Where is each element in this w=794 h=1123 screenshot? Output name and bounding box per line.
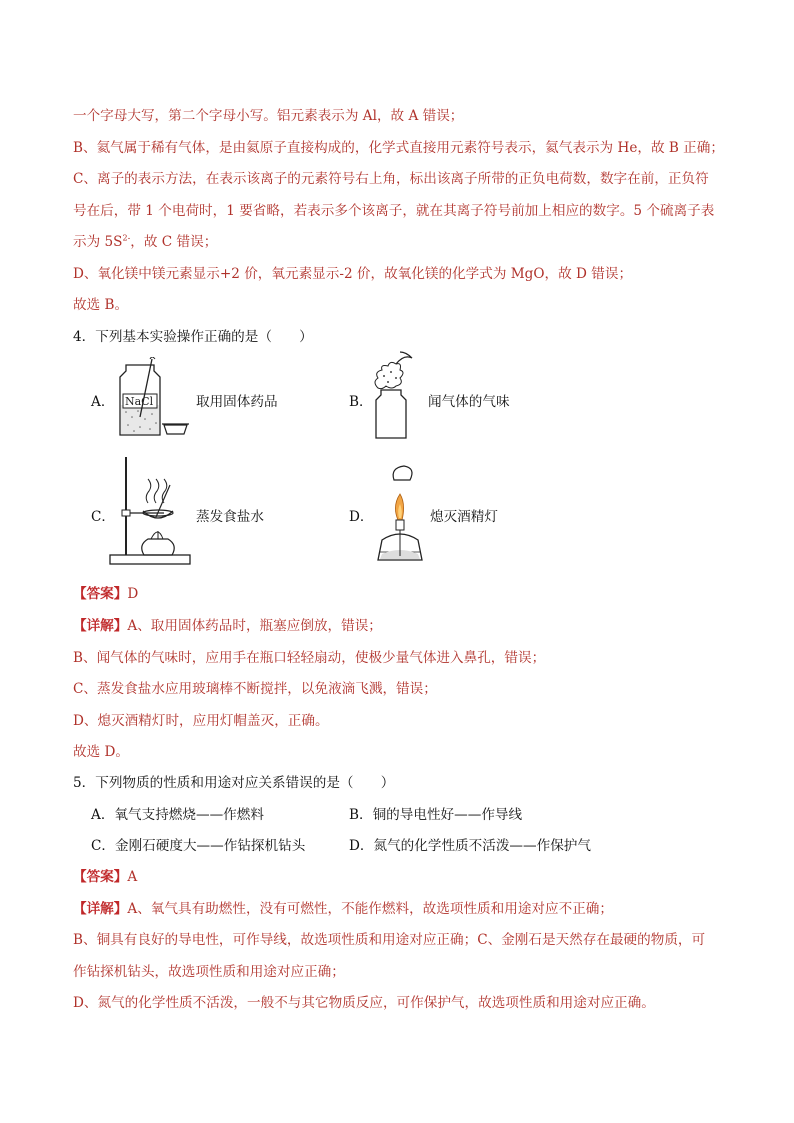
detail-line: D、熄灭酒精灯时，应用灯帽盖灭，正确。 bbox=[73, 713, 329, 729]
text-line: B、氦气属于稀有气体，是由氦原子直接构成的，化学式直接用元素符号表示，氦气表示为 He，故 B 正确； bbox=[73, 140, 724, 156]
answer-tag: 【答案】 bbox=[73, 586, 128, 602]
option-b-letter: B． bbox=[349, 394, 373, 410]
detail-line bbox=[73, 897, 613, 917]
detail-tag: 【详解】 bbox=[73, 618, 128, 634]
text-line: C、离子的表示方法，在表示该离子的元素符号右上角，标出该离子所带的正负电荷数，数字在前，正负符 bbox=[73, 171, 709, 187]
detail-tag: 【详解】 bbox=[73, 901, 128, 917]
q5-option-b: B．铜的导电性好——作导线 bbox=[349, 807, 523, 823]
solid-reagent-bottle-figure bbox=[112, 357, 192, 442]
q5-option-d: D．氮气的化学性质不活泼——作保护气 bbox=[349, 838, 591, 854]
detail-line: B、闻气体的气味时，应用手在瓶口轻轻扇动，使极少量气体进入鼻孔，错误； bbox=[73, 650, 546, 666]
text-line: 故选 B。 bbox=[73, 297, 129, 313]
detail-line: C、蒸发食盐水应用玻璃棒不断搅拌，以免液滴飞溅，错误； bbox=[73, 681, 437, 697]
text-line bbox=[73, 230, 217, 250]
alcohol-lamp-figure bbox=[368, 460, 430, 570]
option-b-caption: 闻气体的气味 bbox=[428, 394, 510, 410]
option-a-caption: 取用固体药品 bbox=[196, 394, 278, 410]
text-fragment: ，故 C 错误； bbox=[130, 234, 218, 250]
option-d-caption: 熄灭酒精灯 bbox=[430, 509, 498, 525]
answer-value: A bbox=[127, 869, 138, 885]
detail-line: 故选 D。 bbox=[73, 744, 130, 760]
answer-value: D bbox=[127, 586, 139, 602]
question-4-stem: 4．下列基本实验操作正确的是（ ） bbox=[73, 329, 313, 345]
detail-line bbox=[73, 614, 382, 634]
detail-text: A、取用固体药品时，瓶塞应倒放，错误； bbox=[127, 618, 382, 634]
option-d-letter: D． bbox=[349, 509, 374, 525]
bottle-label: NaCl bbox=[125, 395, 154, 408]
question-5-stem: 5．下列物质的性质和用途对应关系错误的是（ ） bbox=[73, 775, 395, 791]
text-line: D、氧化镁中镁元素显示+2 价，氧元素显示-2 价，故氧化镁的化学式为 MgO，故 D 错误； bbox=[73, 266, 633, 282]
option-c-letter: C． bbox=[91, 509, 115, 525]
q5-option-a: A．氧气支持燃烧——作燃料 bbox=[91, 807, 264, 823]
detail-line: 作钻探机钻头，故选项性质和用途对应正确； bbox=[73, 964, 345, 980]
text-fragment: 示为 5S bbox=[73, 234, 123, 250]
answer-line bbox=[73, 582, 138, 602]
superscript: 2- bbox=[122, 233, 131, 243]
detail-line: B、铜具有良好的导电性，可作导线，故选项性质和用途对应正确；C、金刚石是天然存在最硬的物质，可 bbox=[73, 932, 706, 948]
smelling-gas-figure bbox=[366, 350, 418, 442]
q5-option-c: C．金刚石硬度大——作钻探机钻头 bbox=[91, 838, 306, 854]
text-line: 一个字母大写，第二个字母小写。铝元素表示为 Al，故 A 错误； bbox=[73, 108, 464, 124]
text-line: 号在后，带 1 个电荷时，1 要省略，若表示多个该离子，就在其离子符号前加上相应的数字。5 个硫离子表 bbox=[73, 203, 715, 219]
detail-text: A、氧气具有助燃性，没有可燃性，不能作燃料，故选项性质和用途对应不正确； bbox=[127, 901, 613, 917]
answer-tag: 【答案】 bbox=[73, 869, 128, 885]
detail-line: D、氮气的化学性质不活泼，一般不与其它物质反应，可作保护气，故选项性质和用途对应正确。 bbox=[73, 995, 655, 1011]
option-a-letter: A． bbox=[91, 394, 115, 410]
evaporating-dish-figure bbox=[108, 455, 194, 567]
option-c-caption: 蒸发食盐水 bbox=[196, 509, 264, 525]
answer-line bbox=[73, 865, 137, 885]
